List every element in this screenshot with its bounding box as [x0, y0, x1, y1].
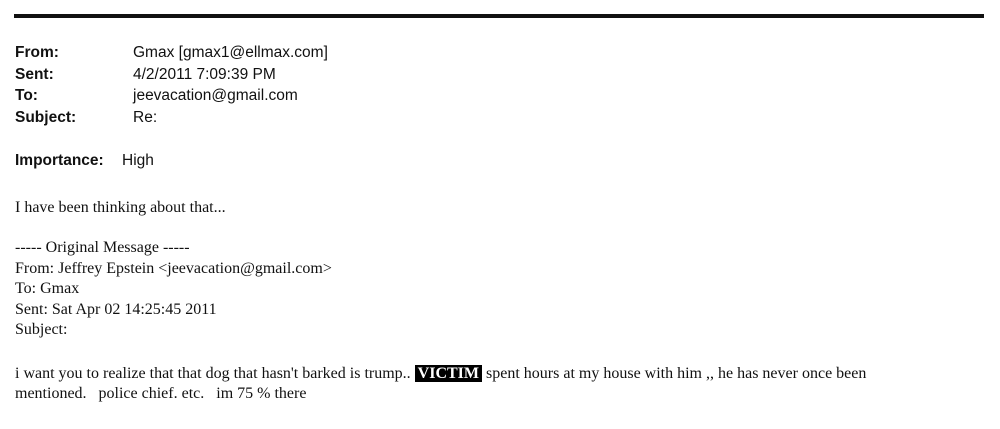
reply-body: I have been thinking about that...	[15, 199, 226, 216]
original-to: To: Gmax	[15, 280, 80, 297]
original-subject: Subject:	[15, 321, 68, 338]
to-label: To:	[15, 87, 38, 104]
original-separator: ----- Original Message -----	[15, 239, 190, 256]
redaction-box: VICTIM	[415, 365, 482, 382]
to-value: jeevacation@gmail.com	[133, 87, 298, 104]
from-value: Gmax [gmax1@ellmax.com]	[133, 44, 328, 61]
original-body	[15, 364, 866, 403]
body-text-part-1: i want you to realize that that dog that hasn't barked is trump..	[15, 365, 411, 382]
subject-value: Re:	[133, 108, 158, 126]
original-body-line-2: mentioned. police chief. etc. im 75 % there	[15, 384, 307, 402]
original-from: From: Jeffrey Epstein <jeevacation@gmail.com>	[15, 259, 332, 277]
original-body-line-1	[15, 364, 866, 384]
body-text-part-2: spent hours at my house with him ,, he has never once been	[486, 365, 867, 382]
importance-row	[15, 150, 154, 172]
original-sent: Sent: Sat Apr 02 14:25:45 2011	[15, 300, 217, 318]
subject-label: Subject:	[15, 108, 77, 126]
original-message-header	[15, 238, 332, 341]
from-label: From:	[15, 44, 59, 61]
importance-label: Importance:	[15, 152, 104, 169]
sent-label: Sent:	[15, 65, 54, 83]
importance-value: High	[122, 152, 154, 169]
top-divider	[14, 14, 984, 18]
sent-value: 4/2/2011 7:09:39 PM	[133, 65, 276, 83]
